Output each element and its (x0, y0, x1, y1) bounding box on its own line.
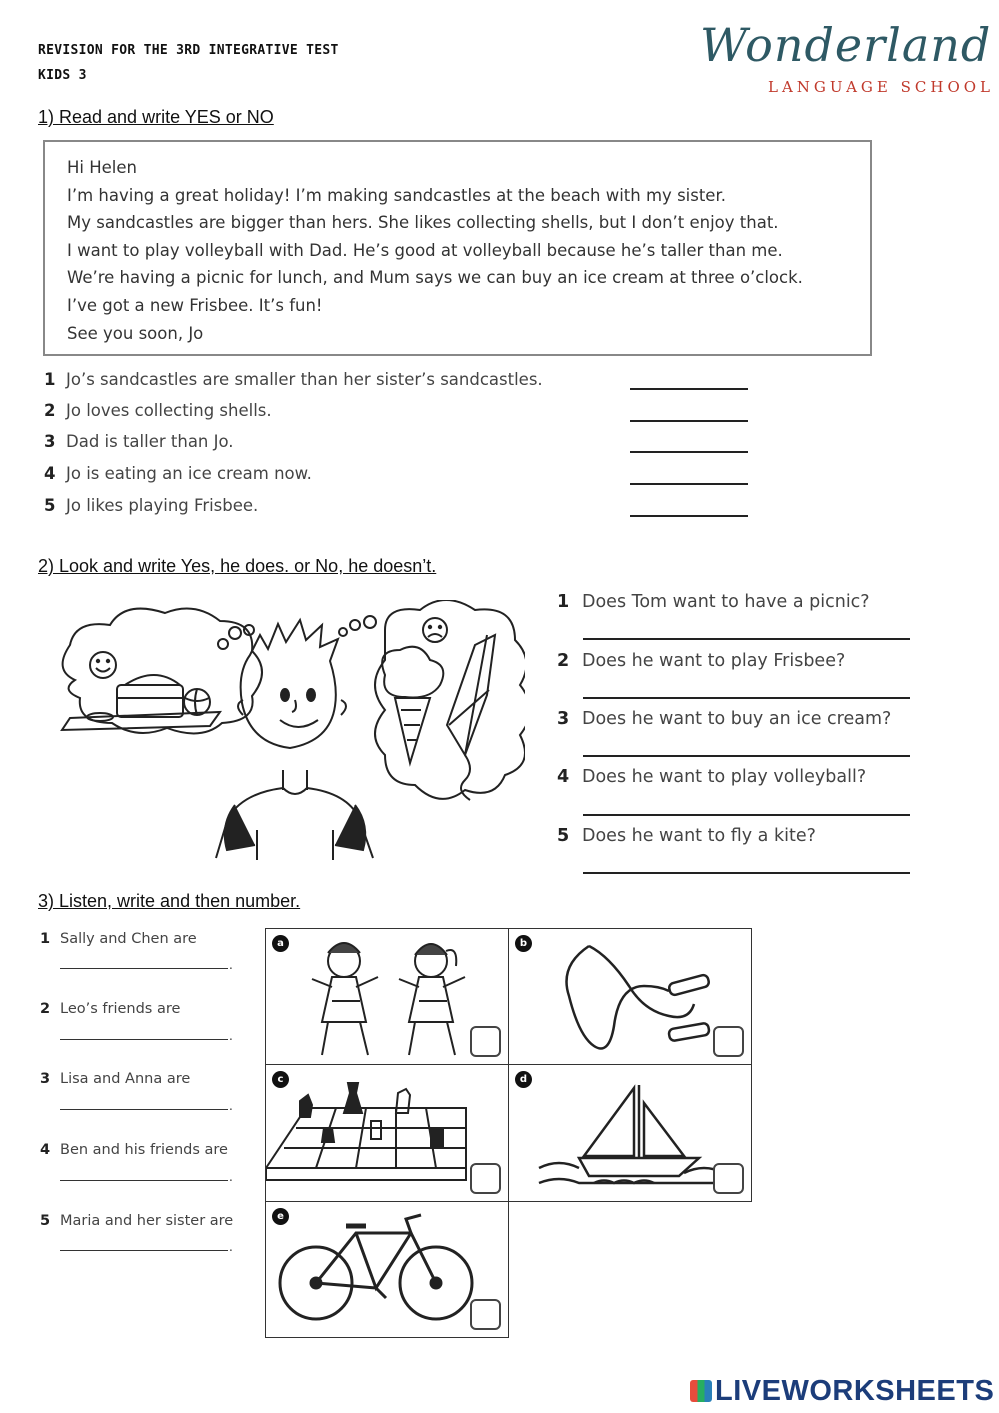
write-line-2[interactable] (60, 1039, 228, 1040)
item-text: Leo’s friends are (60, 1001, 181, 1017)
worksheet-header (38, 38, 339, 88)
number-box-c[interactable] (470, 1163, 501, 1194)
listen-item-2 (40, 1001, 180, 1017)
picture-letter: b (515, 935, 532, 952)
full-stop: . (229, 1099, 233, 1113)
statement-text: Jo likes playing Frisbee. (66, 496, 259, 515)
statement-text: Dad is taller than Jo. (66, 432, 234, 451)
full-stop: . (229, 1029, 233, 1043)
number-box-d[interactable] (713, 1163, 744, 1194)
question-number: 5 (557, 826, 570, 846)
picture-b-skipping-rope (508, 928, 752, 1065)
liveworksheets-logo-icon (690, 1380, 712, 1402)
header-level: KIDS 3 (38, 68, 87, 83)
letter-line: My sandcastles are bigger than hers. She likes collecting shells, but I don’t enjoy that. (67, 213, 779, 233)
item-text: Lisa and Anna are (60, 1071, 191, 1087)
question-number: 4 (557, 767, 570, 787)
section2-title: 2) Look and write Yes, he does. or No, he doesn’t. (38, 556, 437, 576)
boy-thinking-illustration (45, 600, 525, 862)
kite-drawing (447, 635, 495, 800)
item-number: 3 (40, 1071, 51, 1087)
answer-line-q3[interactable] (583, 755, 910, 757)
picture-a-karate (265, 928, 509, 1065)
statement-text: Jo’s sandcastles are smaller than her sister’s sandcastles. (66, 370, 543, 389)
listen-item-3 (40, 1071, 190, 1087)
write-line-3[interactable] (60, 1109, 228, 1110)
question-text: Does he want to play Frisbee? (582, 651, 846, 671)
karate-kids-drawing (296, 931, 496, 1061)
picture-e-bike (265, 1201, 509, 1338)
question-text: Does he want to fly a kite? (582, 826, 816, 846)
letter-line: I’ve got a new Frisbee. It’s fun! (67, 295, 323, 315)
statement-number: 3 (44, 432, 56, 451)
statement-text: Jo loves collecting shells. (66, 401, 272, 420)
question-text: Does he want to buy an ice cream? (582, 709, 892, 729)
letter-line: Hi Helen (67, 158, 137, 177)
statement-2 (44, 401, 272, 420)
statement-1 (44, 370, 543, 389)
letter-line: I want to play volleyball with Dad. He’s good at volleyball because he’s taller than me. (67, 240, 783, 260)
question-1 (557, 592, 870, 612)
item-number: 2 (40, 1001, 51, 1017)
school-logo (700, 18, 995, 98)
write-line-1[interactable] (60, 968, 228, 969)
number-box-a[interactable] (470, 1026, 501, 1057)
answer-line-q5[interactable] (583, 872, 910, 874)
letter-line: I’m having a great holiday! I’m making sandcastles at the beach with my sister. (67, 185, 726, 205)
question-text: Does Tom want to have a picnic? (582, 592, 870, 612)
picture-letter: d (515, 1071, 532, 1088)
write-line-5[interactable] (60, 1250, 228, 1251)
listen-item-1 (40, 931, 197, 947)
item-number: 5 (40, 1213, 51, 1229)
item-text: Maria and her sister are (60, 1213, 234, 1229)
answer-line-2[interactable] (630, 420, 748, 422)
happy-face-icon (90, 652, 116, 678)
letter-line: See you soon, Jo (67, 323, 204, 343)
item-number: 4 (40, 1142, 51, 1158)
number-box-e[interactable] (470, 1299, 501, 1330)
sad-face-icon (423, 618, 447, 642)
item-number: 1 (40, 931, 51, 947)
question-number: 1 (557, 592, 570, 612)
letter-box (43, 140, 872, 356)
statement-number: 2 (44, 401, 56, 420)
statement-number: 5 (44, 496, 56, 515)
statement-text: Jo is eating an ice cream now. (66, 464, 312, 483)
question-number: 3 (557, 709, 570, 729)
section1-title: 1) Read and write YES or NO (38, 107, 274, 127)
number-box-b[interactable] (713, 1026, 744, 1057)
answer-line-1[interactable] (630, 388, 748, 390)
chess-board-drawing (266, 1073, 476, 1198)
picture-d-sailing (508, 1064, 752, 1202)
picture-c-chess (265, 1064, 509, 1202)
statement-4 (44, 464, 312, 483)
statement-number: 1 (44, 370, 56, 389)
answer-line-3[interactable] (630, 451, 748, 453)
statement-3 (44, 432, 234, 451)
letter-line: We’re having a picnic for lunch, and Mum says we can buy an ice cream at three o’clock. (67, 268, 803, 288)
question-number: 2 (557, 651, 570, 671)
item-text: Ben and his friends are (60, 1142, 228, 1158)
answer-line-5[interactable] (630, 515, 748, 517)
full-stop: . (229, 1240, 233, 1254)
question-text: Does he want to play volleyball? (582, 767, 867, 787)
answer-line-q1[interactable] (583, 638, 910, 640)
picture-letter: e (272, 1208, 289, 1225)
question-2 (557, 651, 845, 671)
answer-line-q2[interactable] (583, 697, 910, 699)
statement-number: 4 (44, 464, 56, 483)
question-4 (557, 767, 866, 787)
write-line-4[interactable] (60, 1180, 228, 1181)
statement-5 (44, 496, 258, 515)
picture-letter: a (272, 935, 289, 952)
question-5 (557, 826, 816, 846)
header-title: REVISION FOR THE 3RD INTEGRATIVE TEST (38, 43, 339, 58)
boy-figure (216, 620, 373, 860)
brand-text: LIVEWORKSHEETS (715, 1375, 995, 1407)
full-stop: . (229, 958, 233, 972)
ice-cream-drawing (382, 647, 443, 763)
listen-item-4 (40, 1142, 228, 1158)
section3-title: 3) Listen, write and then number. (38, 891, 301, 911)
sailboat-drawing (534, 1073, 734, 1198)
answer-line-4[interactable] (630, 483, 748, 485)
question-3 (557, 709, 891, 729)
picture-letter: c (272, 1071, 289, 1088)
answer-line-q4[interactable] (583, 814, 910, 816)
skipping-rope-drawing (534, 934, 734, 1059)
icecream-kite-thought-cloud (375, 600, 525, 799)
full-stop: . (229, 1170, 233, 1184)
bicycle-drawing (274, 1208, 474, 1333)
picnic-basket (117, 685, 183, 717)
item-text: Sally and Chen are (60, 931, 197, 947)
logo-subtitle: LANGUAGE SCHOOL (768, 78, 995, 96)
logo-script: Wonderland (700, 18, 992, 72)
liveworksheets-brand (690, 1375, 994, 1408)
listen-item-5 (40, 1213, 233, 1229)
